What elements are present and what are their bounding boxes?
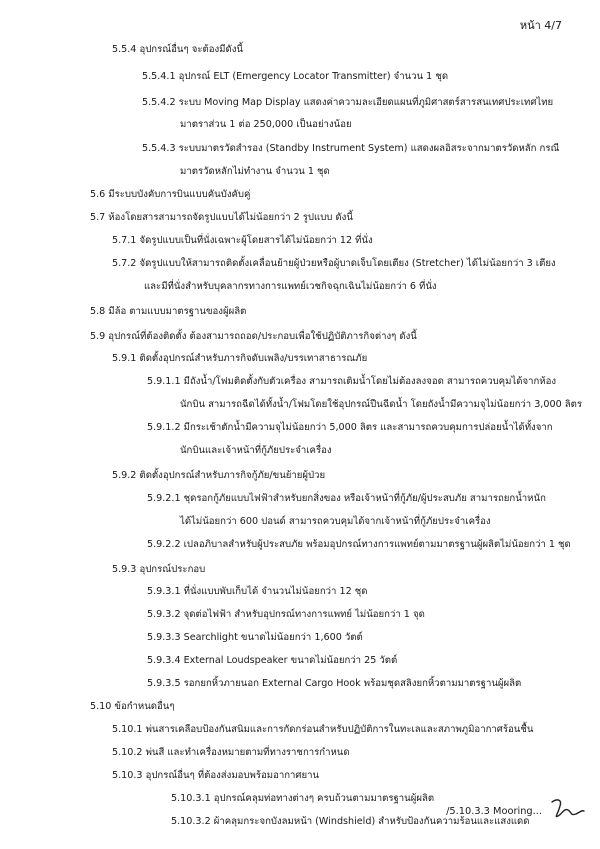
item-5-9-2-1: 5.9.2.1 ชุดรอกกู้ภัยแบบไฟฟ้าสำหรับยกสิ่งของ หรือเจ้าหน้าที่กู้ภัย/ผู้ประสบภัย สามารถยกน้ำหนัก: [147, 493, 546, 504]
item-5-9-3: 5.9.3 อุปกรณ์ประกอบ: [112, 564, 206, 575]
item-5-10: 5.10 ข้อกำหนดอื่นๆ: [90, 701, 175, 712]
item-5-5-4-3-cont: มาตรวัดหลักไม่ทำงาน จำนวน 1 ชุด: [180, 166, 330, 177]
item-5-10-3-1: 5.10.3.1 อุปกรณ์คลุมท่อทางต่างๆ ครบถ้วนตามมาตรฐานผู้ผลิต: [171, 793, 435, 804]
item-5-9-1-2: 5.9.1.2 มีกระเช้าตักน้ำมีความจุไม่น้อยกว่า 5,000 ลิตร และสามารถควบคุมการปล่อยน้ำได้ทั้งจาก: [147, 422, 553, 433]
page-number: หน้า 4/7: [519, 19, 562, 32]
item-5-5-4: 5.5.4 อุปกรณ์อื่นๆ จะต้องมีดังนี้: [112, 44, 243, 55]
item-5-10-3: 5.10.3 อุปกรณ์อื่นๆ ที่ต้องส่งมอบพร้อมอากาศยาน: [112, 770, 320, 781]
item-5-5-4-1: 5.5.4.1 อุปกรณ์ ELT (Emergency Locator Transmitter) จำนวน 1 ชุด: [142, 71, 449, 82]
item-5-10-1: 5.10.1 พ่นสารเคลือบป้องกันสนิมและการกัดกร่อนสำหรับปฏิบัติการในทะเลและสภาพภูมิอากาศร้อนชื้น: [112, 724, 534, 735]
item-5-10-2: 5.10.2 พ่นสี และทำเครื่องหมายตามที่ทางราชการกำหนด: [112, 747, 350, 758]
item-5-9-3-5: 5.9.3.5 รอกยกหิ้วภายนอก External Cargo Hook พร้อมชุดสลิงยกหิ้วตามมาตรฐานผู้ผลิต: [147, 678, 522, 689]
item-5-7: 5.7 ห้องโดยสารสามารถจัดรูปแบบได้ไม่น้อยกว่า 2 รูปแบบ ดังนี้: [90, 212, 353, 223]
item-5-9-3-4: 5.9.3.4 External Loudspeaker ขนาดไม่น้อยกว่า 25 วัตต์: [147, 655, 398, 666]
item-5-5-4-2-cont: มาตราส่วน 1 ต่อ 250,000 เป็นอย่างน้อย: [180, 119, 352, 130]
item-5-9-3-1: 5.9.3.1 ที่นั่งแบบพับเก็บได้ จำนวนไม่น้อยกว่า 12 ชุด: [147, 586, 368, 597]
item-5-9-2: 5.9.2 ติดตั้งอุปกรณ์สำหรับภารกิจกู้ภัย/ขนย้ายผู้ป่วย: [112, 470, 326, 481]
item-5-5-4-3: 5.5.4.3 ระบบมาตรวัดสำรอง (Standby Instrument System) แสดงผลอิสระจากมาตรวัดหลัก กรณี: [142, 143, 560, 154]
item-5-8: 5.8 มีล้อ ตามแบบมาตรฐานของผู้ผลิต: [90, 306, 247, 317]
item-5-7-2-cont: และมีที่นั่งสำหรับบุคลากรทางการแพทย์เวชกิจฉุกเฉินไม่น้อยกว่า 6 ที่นั่ง: [144, 281, 437, 292]
item-5-6: 5.6 มีระบบบังคับการบินแบบคันบังคับคู่: [90, 189, 251, 200]
item-5-9-3-3: 5.9.3.3 Searchlight ขนาดไม่น้อยกว่า 1,600 วัตต์: [147, 632, 363, 643]
item-5-7-1: 5.7.1 จัดรูปแบบเป็นที่นั่งเฉพาะผู้โดยสารได้ไม่น้อยกว่า 12 ที่นั่ง: [112, 235, 373, 246]
item-5-9-2-2: 5.9.2.2 เปลอภิบาลสำหรับผู้ประสบภัย พร้อมอุปกรณ์ทางการแพทย์ตามมาตรฐานผู้ผลิตไม่น้อยกว่า 1 ชุด: [147, 539, 571, 550]
item-5-9-1-1-cont: นักบิน สามารถฉีดได้ทั้งน้ำ/โฟมโดยใช้อุปกรณ์ปืนฉีดน้ำ โดยถังน้ำมีความจุไม่น้อยกว่า 3,000 ลิตร: [180, 399, 582, 410]
item-5-7-2: 5.7.2 จัดรูปแบบให้สามารถติดตั้งเคลื่อนย้ายผู้ป่วยหรือผู้บาดเจ็บโดยเตียง (Stretcher) ได้ไม่น้อยกว่า 3 เตียง: [112, 258, 556, 269]
item-5-9-3-2: 5.9.3.2 จุดต่อไฟฟ้า สำหรับอุปกรณ์ทางการแพทย์ ไม่น้อยกว่า 1 จุด: [147, 609, 425, 620]
item-5-9-1-2-cont: นักบินและเจ้าหน้าที่กู้ภัยประจำเครื่อง: [180, 445, 332, 456]
item-5-9-1: 5.9.1 ติดตั้งอุปกรณ์สำหรับภารกิจดับเพลิง/บรรเทาสาธารณภัย: [112, 353, 368, 364]
item-5-9: 5.9 อุปกรณ์ที่ต้องติดตั้ง ต้องสามารถถอด/ประกอบเพื่อใช้ปฏิบัติภารกิจต่างๆ ดังนี้: [90, 331, 417, 342]
item-5-5-4-2: 5.5.4.2 ระบบ Moving Map Display แสดงค่าความละเอียดแผนที่ภูมิศาสตร์สารสนเทศประเทศไทย: [142, 97, 554, 108]
item-5-9-1-1: 5.9.1.1 มีถังน้ำ/โฟมติดตั้งกับตัวเครื่อง สามารถเติมน้ำโดยไม่ต้องลงจอด สามารถควบคุมได้จากห้อง: [147, 376, 557, 387]
item-5-10-3-2: 5.10.3.2 ผ้าคลุมกระจกบังลมหน้า (Windshield) สำหรับป้องกันความร้อนและแสงแดด: [171, 816, 530, 827]
item-5-9-2-1-cont: ได้ไม่น้อยกว่า 600 ปอนด์ สามารถควบคุมได้จากเจ้าหน้าที่กู้ภัยประจำเครื่อง: [180, 516, 491, 527]
signature-mark: [548, 796, 586, 822]
continuation-note: /5.10.3.3 Mooring...: [446, 806, 542, 817]
